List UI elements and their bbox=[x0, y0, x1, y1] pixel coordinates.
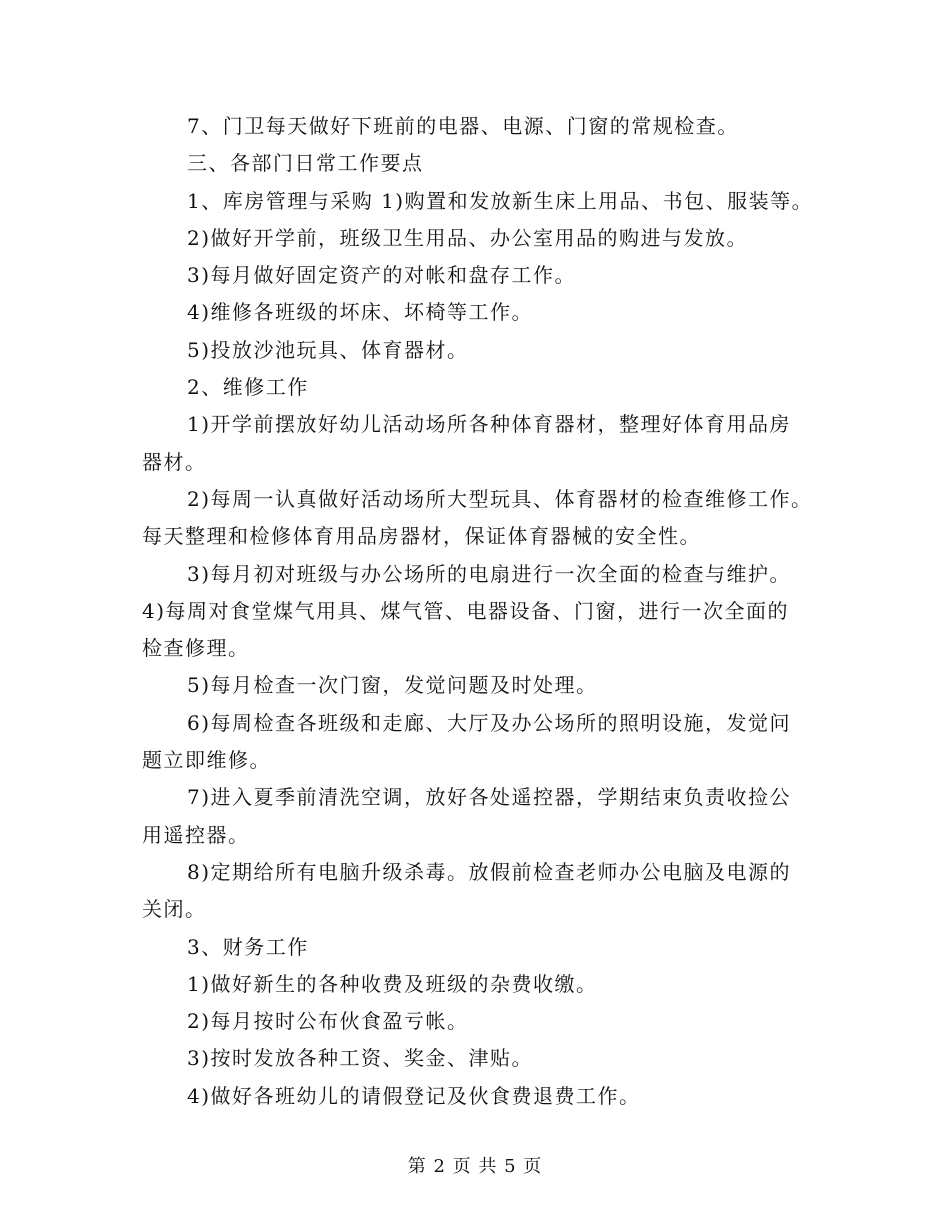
paragraph-line: 1、库房管理与采购 1)购置和发放新生床上用品、书包、服装等。 bbox=[187, 188, 814, 213]
paragraph-line: 用遥控器。 bbox=[142, 822, 250, 847]
paragraph-line: 3)每月做好固定资产的对帐和盘存工作。 bbox=[187, 263, 577, 288]
paragraph-line: 2)做好开学前，班级卫生用品、办公室用品的购进与发放。 bbox=[187, 225, 749, 250]
paragraph-line: 5)每月检查一次门窗，发觉问题及时处理。 bbox=[187, 673, 598, 698]
paragraph-line: 7、门卫每天做好下班前的电器、电源、门窗的常规检查。 bbox=[187, 114, 739, 138]
paragraph-line: 6)每周检查各班级和走廊、大厅及办公场所的照明设施，发觉问 bbox=[187, 710, 792, 735]
paragraph-line: 关闭。 bbox=[142, 897, 207, 922]
paragraph-line: 2)每周一认真做好活动场所大型玩具、体育器材的检查维修工作。 bbox=[187, 486, 813, 511]
paragraph-line: 7)进入夏季前清洗空调，放好各处遥控器，学期结束负责收捡公 bbox=[187, 785, 792, 810]
paragraph-line: 3)每月初对班级与办公场所的电扇进行一次全面的检查与维护。 bbox=[187, 561, 792, 586]
paragraph-line: 1)开学前摆放好幼儿活动场所各种体育器材，整理好体育用品房 bbox=[187, 412, 792, 437]
subsection-heading: 3、财务工作 bbox=[187, 934, 309, 959]
paragraph-line: 每天整理和检修体育用品房器材，保证体育器械的安全性。 bbox=[142, 524, 701, 549]
paragraph-line: 5)投放沙池玩具、体育器材。 bbox=[187, 337, 469, 362]
paragraph-line: 题立即维修。 bbox=[142, 748, 271, 773]
paragraph-line: 器材。 bbox=[142, 449, 207, 474]
paragraph-line: 检查修理。 bbox=[142, 636, 250, 661]
paragraph-line: 4)每周对食堂煤气用具、煤气管、电器设备、门窗，进行一次全面的 bbox=[142, 598, 790, 623]
document-body bbox=[142, 108, 822, 1115]
paragraph-line: 3)按时发放各种工资、奖金、津贴。 bbox=[187, 1046, 534, 1071]
paragraph-line: 2)每月按时公布伙食盈亏帐。 bbox=[187, 1009, 469, 1034]
page-number-footer: 第 2 页 共 5 页 bbox=[407, 1156, 543, 1177]
subsection-heading: 2、维修工作 bbox=[187, 375, 309, 400]
paragraph-line: 4)维修各班级的坏床、坏椅等工作。 bbox=[187, 300, 534, 325]
section-heading: 三、各部门日常工作要点 bbox=[187, 151, 424, 176]
paragraph-line: 8)定期给所有电脑升级杀毒。放假前检查老师办公电脑及电源的 bbox=[187, 859, 792, 884]
paragraph-line: 4)做好各班幼儿的请假登记及伙食费退费工作。 bbox=[187, 1083, 641, 1108]
paragraph-line: 1)做好新生的各种收费及班级的杂费收缴。 bbox=[187, 971, 598, 996]
